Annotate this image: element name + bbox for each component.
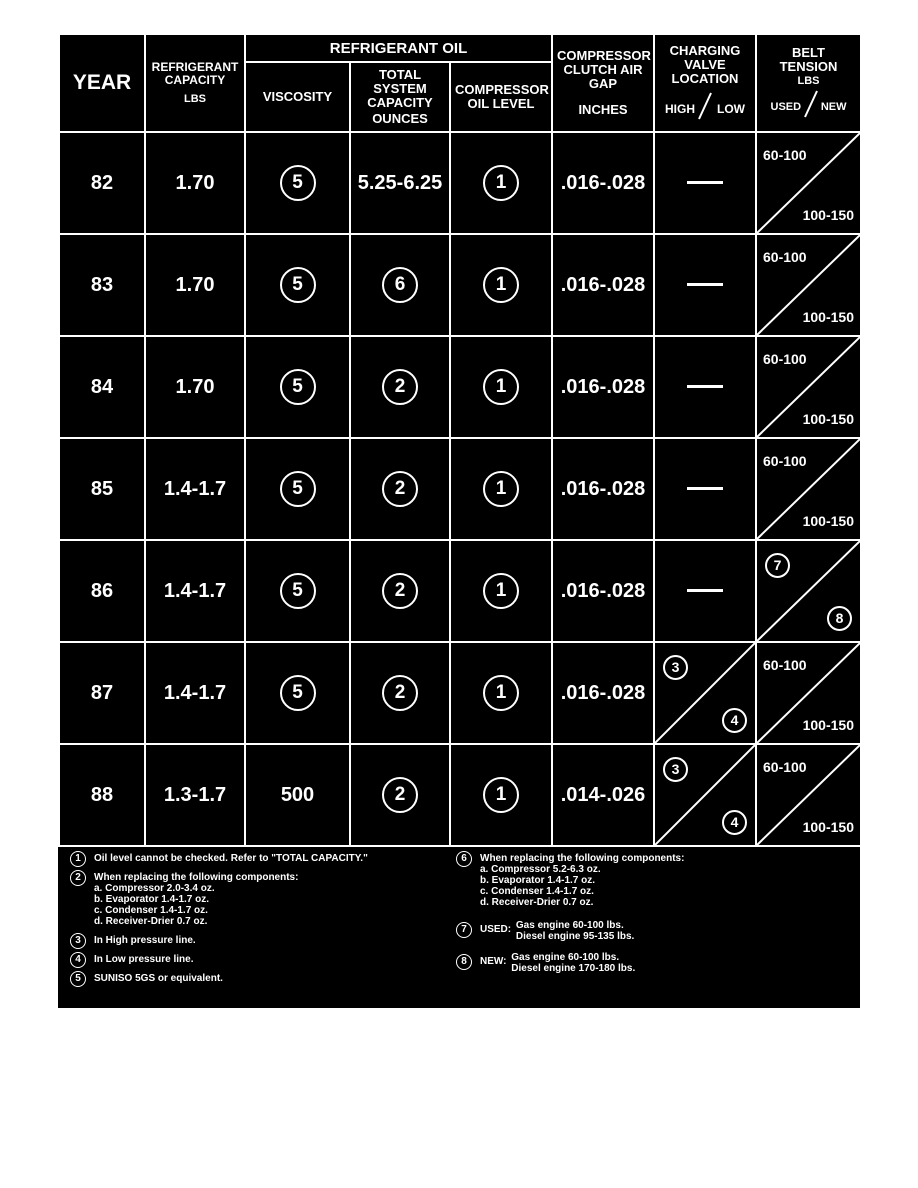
cell-charging-valve <box>654 234 756 336</box>
cell-year: 88 <box>59 744 145 846</box>
belt-used-value: 60-100 <box>763 453 807 469</box>
footnote-item: Diesel engine 95-135 lbs. <box>515 931 635 942</box>
header-clutch-air-gap-unit: INCHES <box>578 102 628 117</box>
note-ref-circle: 1 <box>483 267 519 303</box>
footnote-number: 6 <box>456 851 472 867</box>
footnote-3 <box>64 935 444 946</box>
cell-year: 86 <box>59 540 145 642</box>
note-ref-circle: 5 <box>280 471 316 507</box>
cell-total-capacity: 5.25-6.25 <box>350 132 450 234</box>
footnote-item: b. Evaporator 1.4-1.7 oz. <box>94 894 210 905</box>
header-refrigerant-oil: REFRIGERANT OIL <box>245 34 552 62</box>
footnote-item: b. Evaporator 1.4-1.7 oz. <box>480 875 596 886</box>
cell-oil-level <box>450 642 552 744</box>
footnote-item: c. Condenser 1.4-1.7 oz. <box>94 905 208 916</box>
cell-capacity: 1.3-1.7 <box>145 744 245 846</box>
footnote-6 <box>450 853 850 908</box>
cell-belt-tension <box>756 132 861 234</box>
footnote-lines <box>511 952 635 974</box>
footnote-text: SUNISO 5GS or equivalent. <box>94 973 223 984</box>
cell-belt-tension <box>756 540 861 642</box>
header-total-system-capacity-unit: OUNCES <box>372 111 428 126</box>
header-clutch-air-gap-label: COMPRESSOR CLUTCH AIR GAP <box>557 48 651 91</box>
cell-capacity: 1.4-1.7 <box>145 540 245 642</box>
cell-charging-valve <box>654 642 756 744</box>
slash-divider <box>695 92 715 120</box>
belt-new-note-circle: 8 <box>827 606 852 631</box>
cell-total-capacity <box>350 336 450 438</box>
belt-new-value: 100-150 <box>802 309 854 325</box>
footnote-number: 2 <box>70 870 86 886</box>
dash-none <box>687 385 723 388</box>
footnote-item: Diesel engine 170-180 lbs. <box>511 963 636 974</box>
header-used-new-split <box>771 90 847 118</box>
cell-viscosity <box>245 540 350 642</box>
cell-air-gap: .016-.028 <box>552 540 654 642</box>
belt-new-value: 100-150 <box>802 717 854 733</box>
footnote-number: 1 <box>70 851 86 867</box>
belt-new-value: 100-150 <box>802 411 854 427</box>
valve-low-note-circle: 4 <box>722 810 747 835</box>
cell-year: 87 <box>59 642 145 744</box>
belt-used-value: 60-100 <box>763 351 807 367</box>
footnote-7 <box>450 920 850 942</box>
cell-year: 82 <box>59 132 145 234</box>
cell-oil-level <box>450 540 552 642</box>
header-viscosity: VISCOSITY <box>245 62 350 132</box>
table-row <box>59 744 861 846</box>
header-belt-tension <box>756 34 861 132</box>
table-row <box>59 540 861 642</box>
note-ref-circle: 1 <box>483 573 519 609</box>
note-ref-circle: 6 <box>382 267 418 303</box>
cell-viscosity <box>245 438 350 540</box>
note-ref-circle: 5 <box>280 675 316 711</box>
footnote-item: a. Compressor 2.0-3.4 oz. <box>94 883 215 894</box>
header-new: NEW <box>820 100 847 113</box>
valve-high-note-circle: 3 <box>663 757 688 782</box>
header-refrigerant-capacity-label: REFRIGERANT CAPACITY <box>151 59 239 87</box>
header-belt-tension-unit: LBS <box>797 74 820 87</box>
header-total-system-capacity-label: TOTAL SYSTEM CAPACITY <box>367 67 433 110</box>
cell-belt-tension <box>756 438 861 540</box>
footnote-label: NEW: <box>480 956 507 967</box>
note-ref-circle: 1 <box>483 471 519 507</box>
header-year: YEAR <box>59 34 145 132</box>
footnote-4 <box>64 954 444 965</box>
header-charging-valve <box>654 34 756 132</box>
cell-belt-tension <box>756 234 861 336</box>
footnote-number: 7 <box>456 922 472 938</box>
cell-air-gap: .016-.028 <box>552 438 654 540</box>
note-ref-circle: 1 <box>483 165 519 201</box>
cell-viscosity <box>245 234 350 336</box>
dash-none <box>687 487 723 490</box>
table-row <box>59 336 861 438</box>
note-ref-circle: 2 <box>382 777 418 813</box>
cell-total-capacity <box>350 540 450 642</box>
footnote-text: Oil level cannot be checked. Refer to "TOTAL CAPACITY." <box>94 853 368 864</box>
cell-air-gap: .016-.028 <box>552 132 654 234</box>
cell-charging-valve <box>654 336 756 438</box>
header-clutch-air-gap <box>552 34 654 132</box>
cell-oil-level <box>450 744 552 846</box>
cell-total-capacity <box>350 438 450 540</box>
note-ref-circle: 2 <box>382 471 418 507</box>
cell-capacity: 1.70 <box>145 132 245 234</box>
specification-table <box>58 33 862 847</box>
header-low: LOW <box>717 101 745 116</box>
header-high: HIGH <box>665 101 695 116</box>
cell-oil-level <box>450 234 552 336</box>
footnote-number: 8 <box>456 954 472 970</box>
footnote-number: 3 <box>70 933 86 949</box>
note-ref-circle: 2 <box>382 573 418 609</box>
footnote-item: d. Receiver-Drier 0.7 oz. <box>94 916 208 927</box>
header-total-system-capacity <box>350 62 450 132</box>
note-ref-circle: 5 <box>280 573 316 609</box>
belt-new-value: 100-150 <box>802 207 854 223</box>
header-refrigerant-capacity-unit: LBS <box>184 92 206 105</box>
note-ref-circle: 2 <box>382 675 418 711</box>
specification-sheet <box>58 33 860 1008</box>
header-charging-valve-label: CHARGING VALVE LOCATION <box>669 42 741 86</box>
cell-total-capacity <box>350 642 450 744</box>
header-high-low-split <box>665 92 745 120</box>
note-ref-circle: 2 <box>382 369 418 405</box>
cell-year: 83 <box>59 234 145 336</box>
cell-viscosity <box>245 132 350 234</box>
table-row <box>59 642 861 744</box>
cell-capacity: 1.70 <box>145 336 245 438</box>
note-ref-circle: 5 <box>280 165 316 201</box>
belt-used-value: 60-100 <box>763 657 807 673</box>
footnote-item: c. Condenser 1.4-1.7 oz. <box>480 886 594 897</box>
belt-new-value: 100-150 <box>802 819 854 835</box>
cell-charging-valve <box>654 132 756 234</box>
cell-oil-level <box>450 132 552 234</box>
footnote-item: d. Receiver-Drier 0.7 oz. <box>480 897 594 908</box>
cell-belt-tension <box>756 744 861 846</box>
cell-air-gap: .016-.028 <box>552 642 654 744</box>
table-row <box>59 132 861 234</box>
cell-oil-level <box>450 336 552 438</box>
cell-year: 85 <box>59 438 145 540</box>
cell-air-gap: .016-.028 <box>552 234 654 336</box>
cell-air-gap: .014-.026 <box>552 744 654 846</box>
cell-year: 84 <box>59 336 145 438</box>
footnote-5 <box>64 973 444 984</box>
footnote-text: In High pressure line. <box>94 935 196 946</box>
cell-charging-valve <box>654 438 756 540</box>
belt-used-value: 60-100 <box>763 759 807 775</box>
table-row <box>59 438 861 540</box>
header-belt-tension-label: BELT TENSION <box>779 44 838 74</box>
footnote-item: a. Compressor 5.2-6.3 oz. <box>480 864 601 875</box>
belt-used-value: 60-100 <box>763 147 807 163</box>
cell-total-capacity <box>350 234 450 336</box>
cell-viscosity <box>245 336 350 438</box>
note-ref-circle: 5 <box>280 267 316 303</box>
cell-charging-valve <box>654 744 756 846</box>
valve-high-note-circle: 3 <box>663 655 688 680</box>
belt-used-note-circle: 7 <box>765 553 790 578</box>
footnote-item: Gas engine 60-100 lbs. <box>511 952 620 963</box>
valve-low-note-circle: 4 <box>722 708 747 733</box>
cell-total-capacity <box>350 744 450 846</box>
footnote-item: Gas engine 60-100 lbs. <box>515 920 624 931</box>
header-refrigerant-capacity <box>145 34 245 132</box>
dash-none <box>687 181 723 184</box>
cell-belt-tension <box>756 642 861 744</box>
dash-none <box>687 589 723 592</box>
footnote-text: When replacing the following components: <box>94 872 299 883</box>
cell-viscosity: 500 <box>245 744 350 846</box>
cell-charging-valve <box>654 540 756 642</box>
cell-oil-level <box>450 438 552 540</box>
note-ref-circle: 1 <box>483 369 519 405</box>
cell-capacity: 1.4-1.7 <box>145 438 245 540</box>
footnote-8 <box>450 952 850 974</box>
footnote-lines <box>516 920 634 942</box>
belt-used-value: 60-100 <box>763 249 807 265</box>
footnote-number: 4 <box>70 952 86 968</box>
cell-viscosity <box>245 642 350 744</box>
footnotes-left-column <box>64 853 444 992</box>
note-ref-circle: 1 <box>483 777 519 813</box>
note-ref-circle: 5 <box>280 369 316 405</box>
note-ref-circle: 1 <box>483 675 519 711</box>
footnote-text: When replacing the following components: <box>480 853 685 864</box>
footnotes-right-column <box>450 853 850 982</box>
belt-new-value: 100-150 <box>802 513 854 529</box>
footnote-1 <box>64 853 444 864</box>
footnote-label: USED: <box>480 924 512 935</box>
cell-capacity: 1.4-1.7 <box>145 642 245 744</box>
cell-belt-tension <box>756 336 861 438</box>
header-compressor-oil-level: COMPRESSOR OIL LEVEL <box>450 62 552 132</box>
dash-none <box>687 283 723 286</box>
footnote-number: 5 <box>70 971 86 987</box>
slash-divider <box>801 90 821 118</box>
footnote-2 <box>64 872 444 927</box>
cell-capacity: 1.70 <box>145 234 245 336</box>
header-used: USED <box>770 100 802 113</box>
footnotes <box>58 845 860 1008</box>
cell-air-gap: .016-.028 <box>552 336 654 438</box>
footnote-text: In Low pressure line. <box>94 954 194 965</box>
table-row <box>59 234 861 336</box>
